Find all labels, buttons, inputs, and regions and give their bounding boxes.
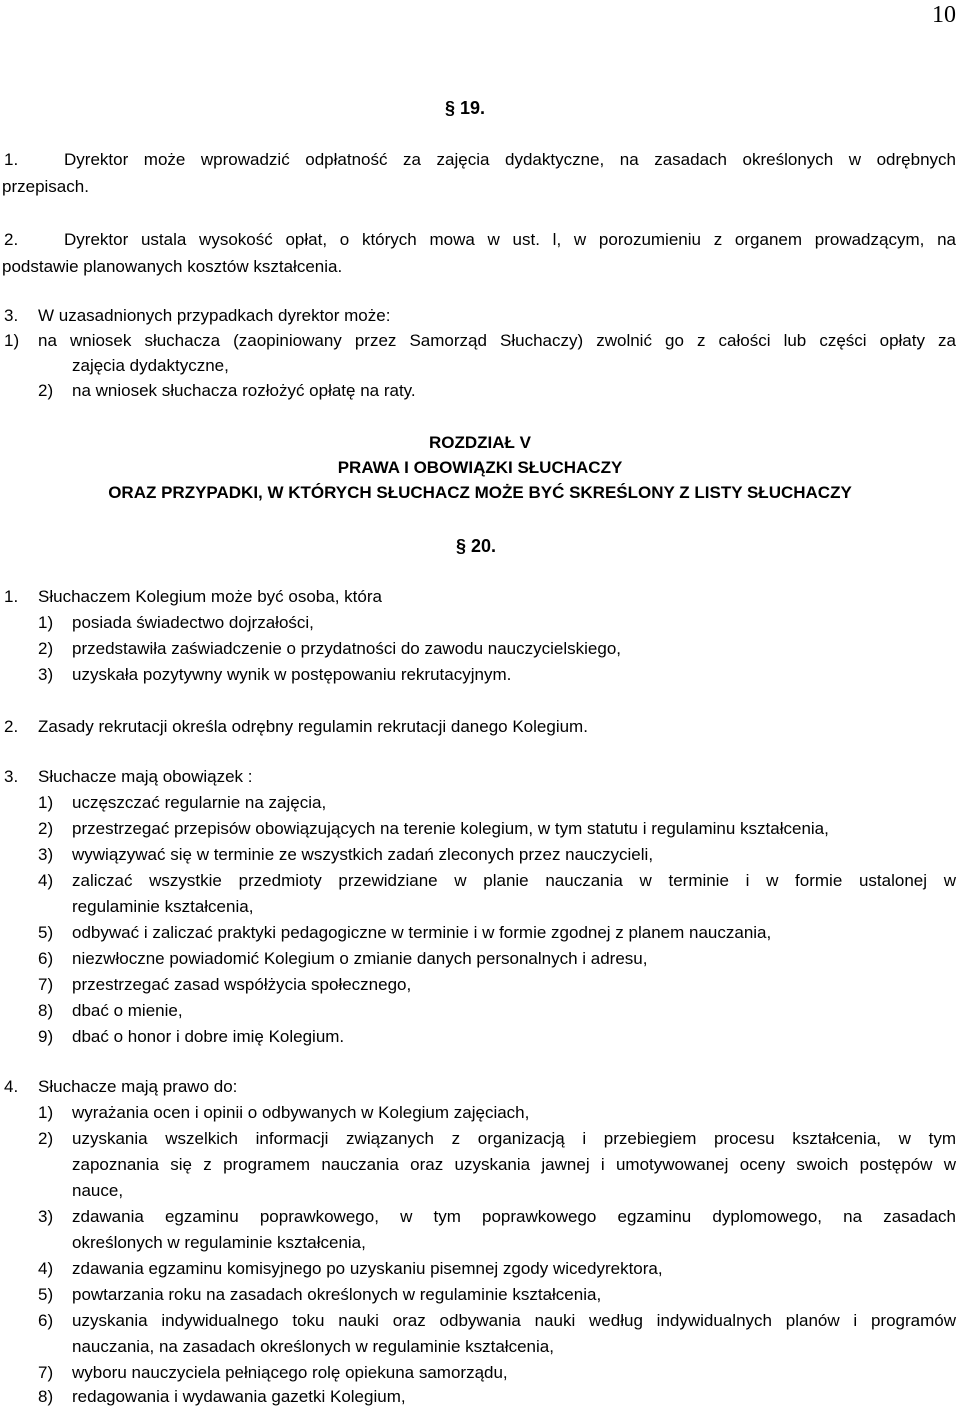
s20-p4-item-line1: powtarzania roku na zasadach określonych w regulaminie kształcenia, (72, 1285, 602, 1304)
s20-p3-number: 3. (4, 767, 19, 786)
s20-p4-item-line2: określonych w regulaminie kształcenia, (72, 1233, 366, 1252)
s20-p3-item-line1: wywiązywać się w terminie ze wszystkich zadań zleconych przez nauczycieli, (72, 845, 654, 864)
s20-p3-item-line1: zaliczać wszystkie przedmioty przewidziane w planie nauczania w terminie i w formie ustalonej w (72, 871, 956, 890)
s19-p2-line1: Dyrektor ustala wysokość opłat, o których mowa w ust. l, w porozumieniu z organem prowadzącym, na (64, 230, 956, 249)
s20-p1-item-text: przedstawiła zaświadczenie o przydatności do zawodu nauczycielskiego, (72, 639, 622, 658)
s20-p4-item-number: 6) (38, 1311, 54, 1330)
s20-p4-item-number: 3) (38, 1207, 54, 1226)
s20-p3-item-number: 8) (38, 1001, 54, 1020)
s20-p4-item-line1: zdawania egzaminu komisyjnego po uzyskaniu pisemnej zgody wicedyrektora, (72, 1259, 663, 1278)
s20-p3-item-number: 3) (38, 845, 54, 864)
s20-p3-item-number: 7) (38, 975, 54, 994)
s20-p3-text: Słuchacze mają obowiązek : (38, 767, 253, 786)
s20-p1-item-text: posiada świadectwo dojrzałości, (72, 613, 314, 632)
s19-p3-item-line1: na wniosek słuchacza (zaopiniowany przez Samorząd Słuchaczy) zwolnić go z całości lub części opłaty za (38, 331, 956, 350)
s20-p4-item-number: 7) (38, 1363, 54, 1382)
s19-p3-item-number: 2) (38, 381, 54, 400)
s19-p3-item-number: 1) (4, 331, 20, 350)
s20-p1-item-number: 2) (38, 639, 54, 658)
s20-p4-item-line1: redagowania i wydawania gazetki Kolegium, (72, 1387, 406, 1406)
chapter-subtitle-2: ORAZ PRZYPADKI, W KTÓRYCH SŁUCHACZ MOŻE BYĆ SKREŚLONY Z LISTY SŁUCHACZY (108, 483, 852, 502)
s19-p2-line2: podstawie planowanych kosztów kształcenia. (2, 257, 343, 276)
s20-p3-item-line1: przestrzegać zasad współżycia społecznego, (72, 975, 412, 994)
section-20-heading: § 20. (456, 536, 497, 556)
page-number: 10 (932, 2, 956, 28)
section-19-heading: § 19. (445, 98, 486, 118)
s20-p4-item-line1: zdawania egzaminu poprawkowego, w tym poprawkowego egzaminu dyplomowego, na zasadach (72, 1207, 956, 1226)
s19-p3-item-line1: na wniosek słuchacza rozłożyć opłatę na raty. (72, 381, 416, 400)
s20-p3-item-number: 5) (38, 923, 54, 942)
s20-p2-text: Zasady rekrutacji określa odrębny regulamin rekrutacji danego Kolegium. (38, 717, 588, 736)
s19-p2-number: 2. (4, 230, 19, 249)
chapter-title: ROZDZIAŁ V (429, 433, 531, 452)
s20-p3-item-line1: przestrzegać przepisów obowiązujących na terenie kolegium, w tym statutu i regulaminu kształcenia, (72, 819, 829, 838)
s20-p4-item-number: 2) (38, 1129, 54, 1148)
s20-p3-item-line2: regulaminie kształcenia, (72, 897, 254, 916)
s20-p1-item-number: 3) (38, 665, 54, 684)
s20-p4-item-line2: nauczania, na zasadach określonych w regulaminie kształcenia, (72, 1337, 554, 1356)
s19-p3-text: W uzasadnionych przypadkach dyrektor może: (38, 306, 391, 325)
s20-p3-item-number: 4) (38, 871, 54, 890)
s20-p1-text: Słuchaczem Kolegium może być osoba, która (38, 587, 382, 606)
s19-p3-item-line2: zajęcia dydaktyczne, (72, 356, 229, 375)
s20-p4-item-line1: wyrażania ocen i opinii o odbywanych w Kolegium zajęciach, (72, 1103, 530, 1122)
s20-p3-item-line1: dbać o honor i dobre imię Kolegium. (72, 1027, 345, 1046)
s20-p3-item-line1: dbać o mienie, (72, 1001, 183, 1020)
s20-p4-item-line3: nauce, (72, 1181, 124, 1200)
s20-p4-item-line1: uzyskania wszelkich informacji związanych z organizacją i przebiegiem procesu kształcenia, w tym (72, 1129, 956, 1148)
s20-p4-item-line1: uzyskania indywidualnego toku nauki oraz odbywania nauki według indywidualnych planów i programów (72, 1311, 956, 1330)
s19-p1-line1: Dyrektor może wprowadzić odpłatność za zajęcia dydaktyczne, na zasadach określonych w odrębnych (64, 150, 956, 169)
s19-p3-number: 3. (4, 306, 19, 325)
s20-p1-number: 1. (4, 587, 19, 606)
chapter-subtitle: PRAWA I OBOWIĄZKI SŁUCHACZY (337, 458, 623, 477)
s20-p1-item-number: 1) (38, 613, 54, 632)
s20-p3-item-number: 9) (38, 1027, 54, 1046)
s20-p1-item-text: uzyskała pozytywny wynik w postępowaniu rekrutacyjnym. (72, 665, 512, 684)
s20-p4-item-number: 4) (38, 1259, 54, 1278)
s19-p1-number: 1. (4, 150, 19, 169)
s20-p2-number: 2. (4, 717, 19, 736)
s20-p3-item-number: 2) (38, 819, 54, 838)
s20-p4-item-number: 8) (38, 1387, 54, 1406)
s20-p4-item-line2: zapoznania się z programem nauczania oraz uzyskania jawnej i umotywowanej oceny swoich postępów w (72, 1155, 956, 1174)
s20-p3-item-number: 1) (38, 793, 54, 812)
s20-p4-number: 4. (4, 1077, 19, 1096)
s20-p4-text: Słuchacze mają prawo do: (38, 1077, 238, 1096)
s20-p4-item-number: 1) (38, 1103, 54, 1122)
s20-p3-item-line1: uczęszczać regularnie na zajęcia, (72, 793, 327, 812)
s20-p4-item-number: 5) (38, 1285, 54, 1304)
s20-p3-item-line1: niezwłoczne powiadomić Kolegium o zmianie danych personalnych i adresu, (72, 949, 648, 968)
s20-p4-item-line1: wyboru nauczyciela pełniącego rolę opiekuna samorządu, (72, 1363, 508, 1382)
s20-p3-item-line1: odbywać i zaliczać praktyki pedagogiczne w terminie i w formie zgodnej z planem nauczania, (72, 923, 772, 942)
s20-p3-item-number: 6) (38, 949, 54, 968)
s19-p1-line2: przepisach. (2, 177, 89, 196)
